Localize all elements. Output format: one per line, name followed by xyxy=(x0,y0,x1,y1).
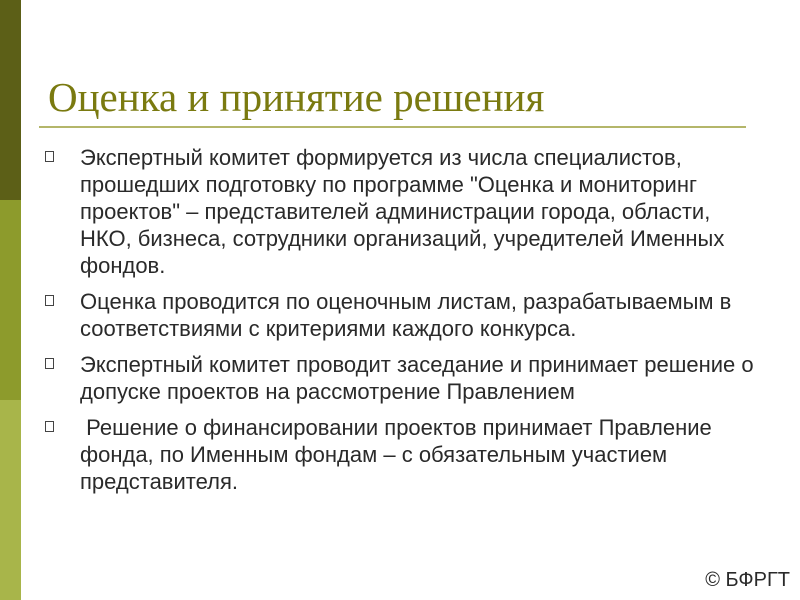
bullet-item xyxy=(43,144,755,279)
sidebar-segment xyxy=(0,400,21,600)
bullet-item xyxy=(43,288,755,342)
sidebar-decoration xyxy=(0,0,21,600)
bullet-text: Экспертный комитет проводит заседание и принимает решение о допуске проектов на рассмотрение Правлением xyxy=(80,352,754,404)
bullet-item xyxy=(43,351,755,405)
square-bullet-icon xyxy=(45,295,54,306)
copyright-notice: © БФРГТ xyxy=(705,569,790,591)
sidebar-segment xyxy=(0,0,21,200)
bullet-item xyxy=(43,414,755,495)
sidebar-segment xyxy=(0,200,21,400)
square-bullet-icon xyxy=(45,358,54,369)
bullet-text: Решение о финансировании проектов принимает Правление фонда, по Именным фондам – с обязательным участием представителя. xyxy=(80,415,718,494)
bullet-text: Экспертный комитет формируется из числа специалистов, прошедших подготовку по программе "Оценка и мониторинг проектов" – представителей администрации города, области, НКО, бизнеса, сотрудники организаций, учредителей Именных фондов. xyxy=(80,145,725,278)
title-underline xyxy=(39,126,746,128)
bullet-list xyxy=(43,144,755,504)
square-bullet-icon xyxy=(45,421,54,432)
slide-title: Оценка и принятие решения xyxy=(48,74,545,120)
square-bullet-icon xyxy=(45,151,54,162)
bullet-text: Оценка проводится по оценочным листам, разрабатываемым в соответствиями с критериями каждого конкурса. xyxy=(80,289,732,341)
